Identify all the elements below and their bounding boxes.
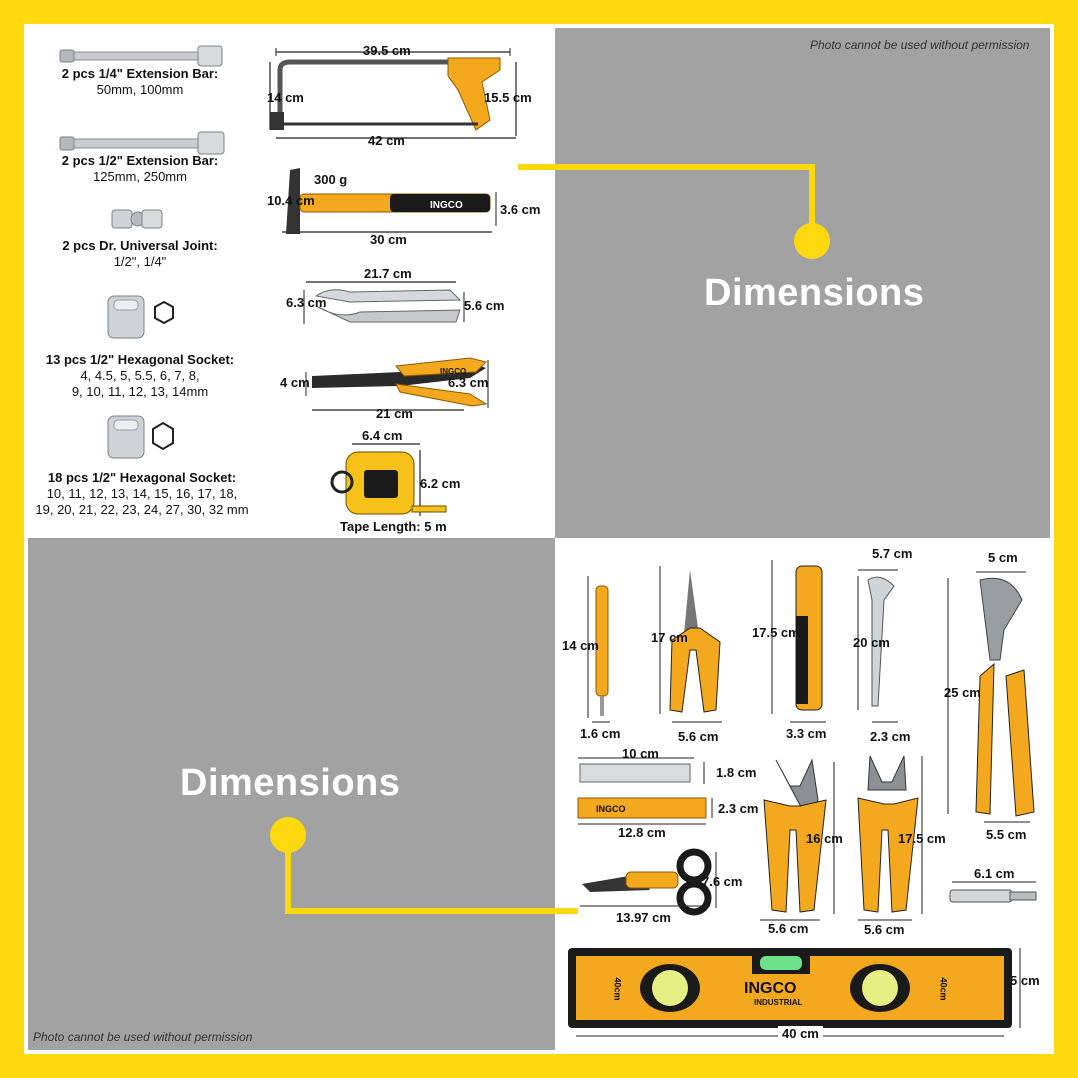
- blade-pack-icon: [578, 798, 712, 824]
- wrench-height: 20 cm: [853, 635, 890, 650]
- pump-pliers-height: 25 cm: [944, 685, 981, 700]
- long-nose-width: 5.6 cm: [678, 729, 719, 744]
- hammer-head: 10.4 cm: [267, 193, 315, 208]
- permission-notice-bottom: Photo cannot be used without permission: [33, 1030, 253, 1044]
- knife-height: 17.5 cm: [752, 625, 800, 640]
- accessory-label-5: 18 pcs 1/2" Hexagonal Socket: 10, 11, 12, 13, 14, 15, 16, 17, 18, 19, 20, 21, 22, 23, 24, 27, 30, 32 mm: [35, 470, 249, 517]
- scissors-icon: [580, 852, 716, 912]
- diagonal-height: 16 cm: [806, 831, 843, 846]
- permission-notice-top: Photo cannot be used without permission: [810, 38, 1030, 52]
- level-sub: INDUSTRIAL: [754, 998, 803, 1007]
- hammer-length: 30 cm: [370, 232, 407, 247]
- blades-width: 10 cm: [622, 746, 659, 761]
- blades-icon: [578, 758, 704, 784]
- long-nose-height: 17 cm: [651, 630, 688, 645]
- level-height: 5 cm: [1010, 973, 1040, 988]
- tape-width: 6.4 cm: [362, 428, 403, 443]
- hacksaw-width-top: 39.5 cm: [363, 43, 411, 58]
- hacksaw-height-right: 15.5 cm: [484, 90, 532, 105]
- level-mark-right: 40cm: [938, 977, 949, 1001]
- tape-height: 6.2 cm: [420, 476, 461, 491]
- pump-pliers-brand-text: INGCO: [1004, 780, 1014, 810]
- combination-height: 17.5 cm: [898, 831, 946, 846]
- screwdriver-width: 1.6 cm: [580, 726, 621, 741]
- level-mark-left: 40cm: [612, 977, 623, 1001]
- level-length: 40 cm: [778, 1026, 823, 1041]
- accessory-label-1: 2 pcs 1/4" Extension Bar: 50mm, 100mm: [61, 66, 219, 97]
- tape-length: Tape Length: 5 m: [340, 519, 447, 534]
- accessory-label-4: 13 pcs 1/2" Hexagonal Socket: 4, 4.5, 5, 5.5, 6, 7, 8, 9, 10, 11, 12, 13, 14mm: [45, 352, 235, 399]
- blades-height: 1.8 cm: [716, 765, 757, 780]
- blade-pack-height: 2.3 cm: [718, 801, 759, 816]
- pliers-jaw-right: 5.6 cm: [464, 298, 505, 313]
- hammer-grip: 3.6 cm: [500, 202, 541, 217]
- level-brand: INGCO: [744, 980, 797, 997]
- stripper-height-right: 6.3 cm: [448, 375, 489, 390]
- combination-width: 5.6 cm: [864, 922, 905, 937]
- hammer-brand-text: INGCO: [430, 200, 463, 211]
- hammer-weight: 300 g: [314, 172, 348, 187]
- wrench-width-top: 5.7 cm: [872, 546, 913, 561]
- bit-holder-icon: [950, 882, 1036, 902]
- scissors-width: 13.97 cm: [616, 910, 671, 925]
- top-dimensions-title: Dimensions: [704, 272, 925, 314]
- pump-pliers-width-top: 5 cm: [988, 550, 1018, 565]
- accessory-label-3: 2 pcs Dr. Universal Joint: 1/2", 1/4": [62, 238, 218, 269]
- pliers-jaw-left: 6.3 cm: [286, 295, 327, 310]
- pump-pliers-width-bottom: 5.5 cm: [986, 827, 1027, 842]
- hacksaw-height-left: 14 cm: [267, 90, 304, 105]
- bit-holder-width: 6.1 cm: [974, 866, 1015, 881]
- pliers-length: 21.7 cm: [364, 266, 412, 281]
- bottom-dimensions-title: Dimensions: [180, 762, 401, 804]
- accessory-label-2: 2 pcs 1/2" Extension Bar: 125mm, 250mm: [61, 153, 219, 184]
- wrench-width-bottom: 2.3 cm: [870, 729, 911, 744]
- blade-pack-brand-text: INGCO: [596, 804, 626, 814]
- scissors-height: 7.6 cm: [702, 874, 743, 889]
- hacksaw-width-bottom: 42 cm: [368, 133, 405, 148]
- knife-width: 3.3 cm: [786, 726, 827, 741]
- utility-knife-icon: [772, 560, 826, 722]
- screwdriver-height: 14 cm: [562, 638, 599, 653]
- blade-pack-width: 12.8 cm: [618, 825, 666, 840]
- diagonal-width: 5.6 cm: [768, 921, 809, 936]
- stripper-length: 21 cm: [376, 406, 413, 421]
- stripper-height-left: 4 cm: [280, 375, 310, 390]
- stripper-brand-text: INGCO: [440, 367, 467, 376]
